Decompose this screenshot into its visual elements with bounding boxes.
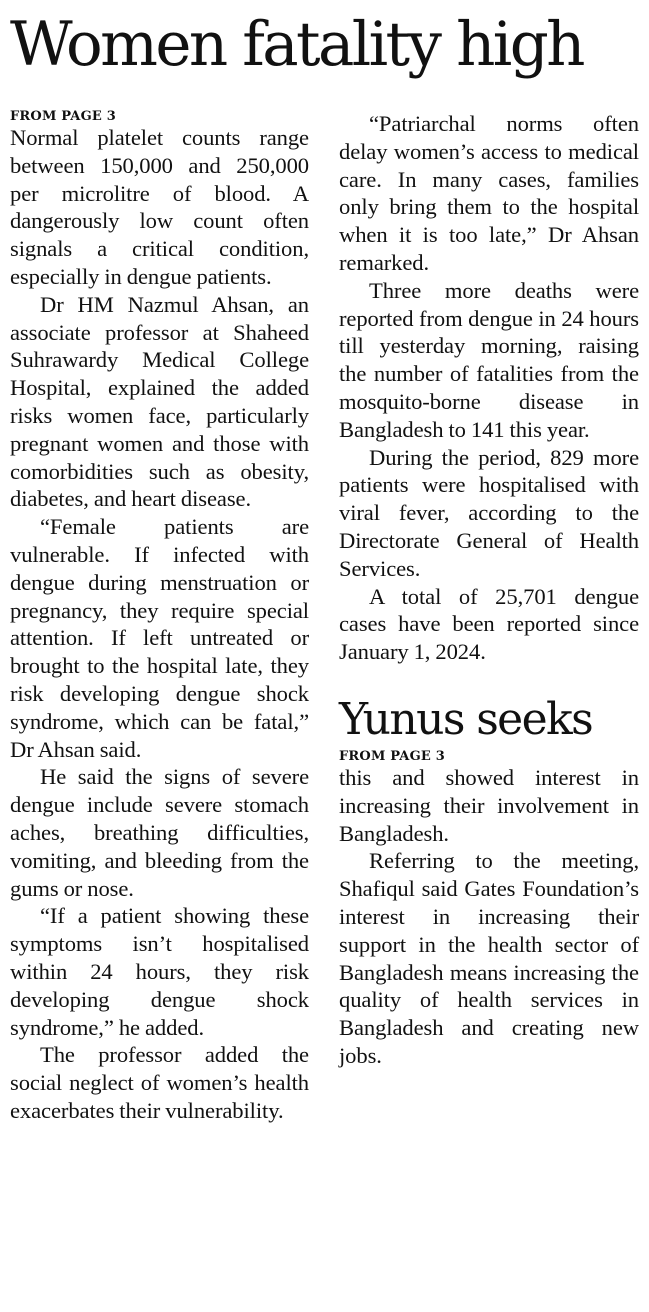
story1-paragraph-10: A total of 25,701 dengue cases have been reported since January 1, 2024. [339, 583, 639, 665]
story1-paragraph-7: “Patriarchal norms often delay women’s access to medical care. In many cases, families only bring them to the hospital when it is too late,” Dr Ahsan remarked. [339, 111, 639, 275]
story1-paragraph-5: “If a patient showing these symptoms isn’t hospitalised within 24 hours, they risk developing dengue shock syndrome,” he added. [10, 903, 309, 1040]
left-column [10, 110, 309, 1125]
story2-headline: Yunus seeks [339, 693, 593, 745]
story1-kicker: FROM PAGE 3 [10, 109, 116, 124]
story1-paragraph-2: Dr HM Nazmul Ahsan, an associate professor at Shaheed Suhrawardy Medical College Hospital, explained the added risks women face, particularly pregnant women and those with comorbidities such as obesity, diabetes, and heart disease. [10, 291, 309, 512]
story2-paragraph-1: this and showed interest in increasing their involvement in Bangladesh. [339, 764, 639, 846]
right-column [339, 110, 639, 1070]
story2-paragraph-2: Referring to the meeting, Shafiqul said Gates Foundation’s interest in increasing their support in the health sector of Bangladesh means increasing the quality of health services in Bangladesh and creating new jobs. [339, 848, 639, 1068]
story1-paragraph-1: Normal platelet counts range between 150,000 and 250,000 per microlitre of blood. A dangerously low count often signals a critical condition, especially in dengue patients. [10, 125, 309, 289]
story1-paragraph-8: Three more deaths were reported from dengue in 24 hours till yesterday morning, raising the number of fatalities from the mosquito-borne disease in Bangladesh to 141 this year. [339, 277, 639, 442]
story2-kicker: FROM PAGE 3 [339, 748, 445, 764]
story1-paragraph-3: “Female patients are vulnerable. If infected with dengue during menstruation or pregnancy, they require special attention. If left untreated or brought to the hospital late, they risk developing dengue shock syndrome, which can be fatal,” Dr Ahsan said. [10, 514, 309, 762]
story1-paragraph-9: During the period, 829 more patients were hospitalised with viral fever, according to the Directorate General of Health Services. [339, 444, 639, 581]
headline: Women fatality high [10, 9, 583, 80]
story1-paragraph-6: The professor added the social neglect of women’s health exacerbates their vulnerability. [10, 1042, 309, 1123]
story1-paragraph-4: He said the signs of severe dengue include severe stomach aches, breathing difficulties, vomiting, and bleeding from the gums or nose. [10, 764, 309, 901]
